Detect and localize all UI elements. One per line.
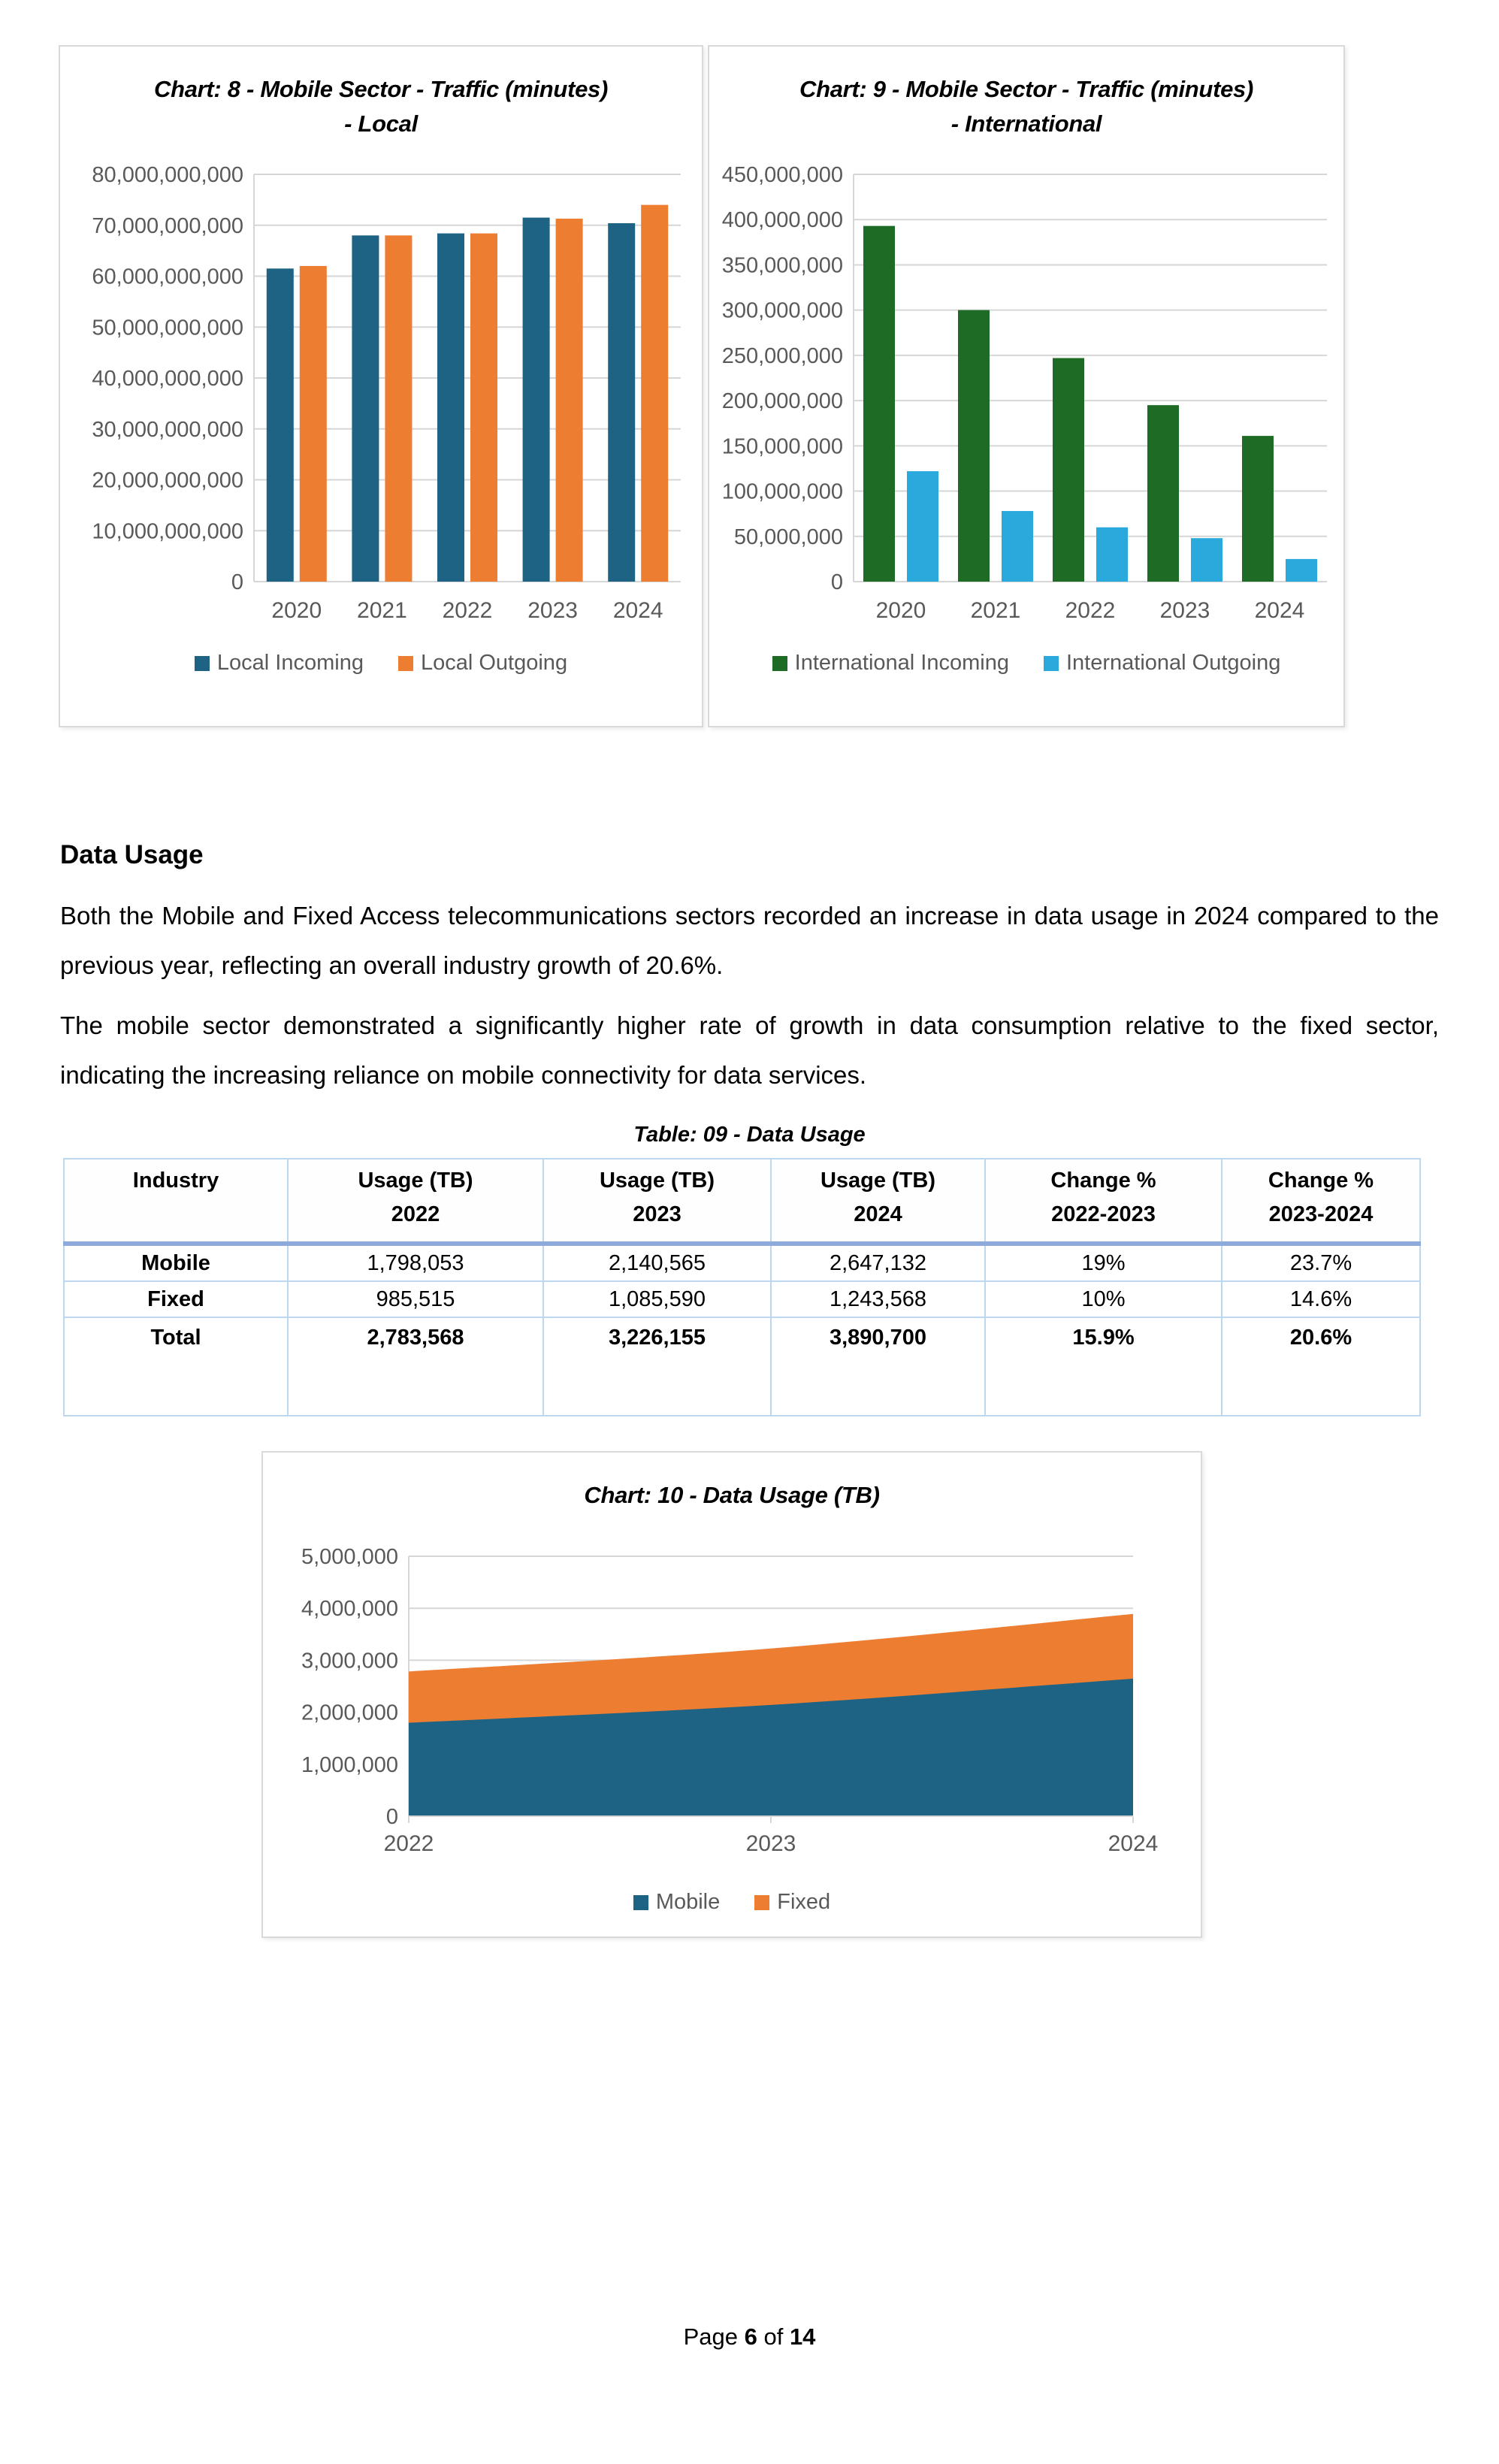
y-axis-label: 40,000,000,000 bbox=[92, 367, 243, 391]
footer-page-number: 6 bbox=[744, 2323, 757, 2350]
charts-row bbox=[59, 45, 1499, 727]
bar-international-incoming-2021 bbox=[958, 310, 990, 582]
bar-local-incoming-2022 bbox=[437, 234, 464, 582]
bar-international-outgoing-2021 bbox=[1002, 511, 1033, 582]
table-cell: 2,647,132 bbox=[771, 1244, 985, 1281]
column-header-line2: 2024 bbox=[854, 1202, 902, 1226]
table-cell: 1,243,568 bbox=[771, 1281, 985, 1317]
x-axis-label: 2021 bbox=[357, 598, 407, 623]
legend-item-local-outgoing bbox=[398, 651, 567, 676]
y-axis-label: 200,000,000 bbox=[721, 389, 843, 414]
chart-title bbox=[709, 72, 1343, 141]
column-header bbox=[64, 1159, 288, 1244]
section-heading: Data Usage bbox=[60, 840, 204, 869]
legend-label: Local Outgoing bbox=[420, 651, 568, 675]
table-cell: 985,515 bbox=[288, 1281, 543, 1317]
chart-title-line: - International bbox=[950, 110, 1102, 137]
bar-international-incoming-2022 bbox=[1053, 358, 1084, 582]
chart-title-line: - Local bbox=[344, 110, 418, 137]
legend-swatch-mobile bbox=[633, 1895, 648, 1910]
y-axis-label: 0 bbox=[385, 1805, 398, 1829]
x-axis-label: 2024 bbox=[612, 598, 663, 623]
y-axis-label: 1,000,000 bbox=[301, 1752, 398, 1777]
chart-9-panel bbox=[708, 45, 1345, 727]
bar-local-outgoing-2022 bbox=[470, 234, 497, 582]
column-header-line1: Usage (TB) bbox=[820, 1169, 936, 1193]
paragraph-1: Both the Mobile and Fixed Access telecommunications sectors recorded an increase in data usage in 2024 compared to the previous year, reflecting an overall industry growth of 20.6%. bbox=[60, 902, 1439, 979]
table-cell-industry: Total bbox=[64, 1317, 288, 1416]
footer-page-total: 14 bbox=[789, 2323, 816, 2350]
bars bbox=[267, 205, 668, 582]
legend-swatch-fixed bbox=[754, 1895, 769, 1910]
chart-title-line: Chart: 10 - Data Usage (TB) bbox=[584, 1482, 880, 1508]
bar-local-incoming-2020 bbox=[267, 268, 294, 582]
legend-item-international-incoming bbox=[772, 651, 1009, 676]
chart-10-panel bbox=[261, 1451, 1202, 1938]
bar-local-incoming-2021 bbox=[352, 235, 379, 582]
chart-legend bbox=[263, 1890, 1201, 1915]
legend-label: International Outgoing bbox=[1065, 651, 1281, 675]
table-cell: 23.7% bbox=[1222, 1244, 1420, 1281]
chart-8-panel bbox=[59, 45, 703, 727]
column-header bbox=[1222, 1159, 1420, 1244]
footer-text: of bbox=[757, 2323, 790, 2350]
footer-text: Page bbox=[683, 2323, 745, 2350]
area-chart-svg bbox=[264, 1525, 1199, 1879]
legend-label: International Incoming bbox=[794, 651, 1009, 675]
y-axis-label: 60,000,000,000 bbox=[92, 265, 243, 289]
bar-international-outgoing-2022 bbox=[1096, 528, 1128, 582]
bar-local-outgoing-2024 bbox=[641, 205, 668, 582]
column-header-line1: Usage (TB) bbox=[358, 1169, 473, 1193]
legend-label: Local Incoming bbox=[216, 651, 364, 675]
y-axis-label: 10,000,000,000 bbox=[92, 519, 243, 544]
column-header-line2: 2022-2023 bbox=[1051, 1202, 1156, 1226]
table-cell: 14.6% bbox=[1222, 1281, 1420, 1317]
table-cell: 19% bbox=[985, 1244, 1222, 1281]
x-axis-label: 2023 bbox=[745, 1831, 796, 1856]
column-header-line1: Change % bbox=[1050, 1169, 1156, 1193]
bar-chart-svg bbox=[60, 153, 702, 640]
column-header bbox=[543, 1159, 771, 1244]
legend-swatch-international-incoming bbox=[772, 656, 787, 671]
y-axis-label: 150,000,000 bbox=[721, 434, 843, 459]
bar-local-outgoing-2023 bbox=[556, 219, 583, 582]
legend-swatch-international-outgoing bbox=[1044, 656, 1059, 671]
y-axis-label: 0 bbox=[830, 570, 843, 594]
body-text bbox=[60, 891, 1439, 1100]
y-axis-label: 3,000,000 bbox=[301, 1649, 398, 1673]
legend-swatch-local-outgoing bbox=[398, 656, 413, 671]
legend-label: Mobile bbox=[655, 1890, 721, 1914]
y-axis-label: 100,000,000 bbox=[721, 479, 843, 504]
table-cell: 3,226,155 bbox=[543, 1317, 771, 1416]
bar-local-incoming-2024 bbox=[608, 223, 635, 582]
column-header bbox=[985, 1159, 1222, 1244]
y-axis-label: 70,000,000,000 bbox=[92, 213, 243, 238]
bar-international-outgoing-2024 bbox=[1286, 559, 1317, 582]
x-axis-label: 2022 bbox=[1065, 598, 1116, 623]
bar-international-incoming-2024 bbox=[1242, 436, 1274, 582]
y-axis-label: 80,000,000,000 bbox=[92, 163, 243, 187]
chart-legend bbox=[60, 651, 702, 676]
legend-label: Fixed bbox=[777, 1890, 831, 1914]
table-body bbox=[64, 1244, 1420, 1416]
y-axis-label: 50,000,000,000 bbox=[92, 316, 243, 340]
table-header bbox=[64, 1159, 1420, 1244]
bar-chart-svg bbox=[709, 153, 1343, 640]
table-cell-industry: Fixed bbox=[64, 1281, 288, 1317]
column-header bbox=[288, 1159, 543, 1244]
table-cell-industry: Mobile bbox=[64, 1244, 288, 1281]
x-axis-label: 2020 bbox=[271, 598, 322, 623]
y-axis-label: 400,000,000 bbox=[721, 208, 843, 233]
legend-item-fixed bbox=[754, 1890, 830, 1915]
table-row bbox=[64, 1317, 1420, 1416]
column-header-line2: 2022 bbox=[391, 1202, 440, 1226]
column-header-line1: Industry bbox=[132, 1169, 219, 1193]
table-cell: 1,085,590 bbox=[543, 1281, 771, 1317]
bar-international-outgoing-2020 bbox=[907, 471, 938, 582]
y-axis-label: 20,000,000,000 bbox=[92, 468, 243, 493]
bar-international-outgoing-2023 bbox=[1191, 538, 1222, 582]
y-axis-label: 350,000,000 bbox=[721, 253, 843, 278]
x-axis-label: 2024 bbox=[1108, 1831, 1159, 1856]
bars bbox=[863, 226, 1317, 582]
y-axis-label: 0 bbox=[231, 570, 243, 594]
bar-international-incoming-2023 bbox=[1147, 405, 1179, 582]
chart-title-line: Chart: 8 - Mobile Sector - Traffic (minutes) bbox=[153, 76, 608, 102]
column-header bbox=[771, 1159, 985, 1244]
table-cell: 10% bbox=[985, 1281, 1222, 1317]
data-usage-table bbox=[63, 1158, 1421, 1416]
x-axis-label: 2022 bbox=[442, 598, 493, 623]
table-cell: 20.6% bbox=[1222, 1317, 1420, 1416]
x-axis-label: 2023 bbox=[1159, 598, 1210, 623]
bar-international-incoming-2020 bbox=[863, 226, 895, 582]
table-cell: 1,798,053 bbox=[288, 1244, 543, 1281]
legend-item-mobile bbox=[633, 1890, 720, 1915]
bar-local-incoming-2023 bbox=[523, 218, 550, 582]
column-header-line2: 2023 bbox=[633, 1202, 682, 1226]
x-axis-label: 2024 bbox=[1254, 598, 1305, 623]
chart-title bbox=[263, 1478, 1201, 1513]
y-axis-label: 50,000,000 bbox=[733, 525, 843, 549]
y-axis-label: 300,000,000 bbox=[721, 298, 843, 323]
y-axis-label: 4,000,000 bbox=[301, 1597, 398, 1622]
table-cell: 15.9% bbox=[985, 1317, 1222, 1416]
legend-swatch-local-incoming bbox=[195, 656, 210, 671]
chart-title bbox=[60, 72, 702, 141]
y-axis-label: 30,000,000,000 bbox=[92, 417, 243, 442]
paragraph-2: The mobile sector demonstrated a significantly higher rate of growth in data consumption relative to the fixed sector, indicating the increasing reliance on mobile connectivity for data services. bbox=[60, 1011, 1439, 1089]
y-axis-label: 2,000,000 bbox=[301, 1701, 398, 1725]
table-cell: 3,890,700 bbox=[771, 1317, 985, 1416]
column-header-line2: 2023-2024 bbox=[1268, 1202, 1374, 1226]
x-axis-label: 2021 bbox=[970, 598, 1021, 623]
column-header-line1: Change % bbox=[1268, 1169, 1374, 1193]
legend-item-local-incoming bbox=[195, 651, 364, 676]
x-axis-label: 2023 bbox=[527, 598, 578, 623]
bar-local-outgoing-2020 bbox=[300, 266, 327, 582]
chart-title-line: Chart: 9 - Mobile Sector - Traffic (minutes) bbox=[799, 76, 1253, 102]
legend-item-international-outgoing bbox=[1044, 651, 1280, 676]
x-axis-label: 2020 bbox=[875, 598, 926, 623]
header-row bbox=[64, 1159, 1420, 1244]
table-row bbox=[64, 1281, 1420, 1317]
y-axis-label: 5,000,000 bbox=[301, 1545, 398, 1569]
table-cell: 2,783,568 bbox=[288, 1317, 543, 1416]
table-row bbox=[64, 1244, 1420, 1281]
y-axis-label: 250,000,000 bbox=[721, 343, 843, 368]
page-footer bbox=[0, 2323, 1499, 2351]
y-axis-label: 450,000,000 bbox=[721, 163, 843, 187]
column-header-line1: Usage (TB) bbox=[599, 1169, 715, 1193]
bar-local-outgoing-2021 bbox=[385, 235, 412, 582]
table-title: Table: 09 - Data Usage bbox=[633, 1123, 866, 1147]
chart-legend bbox=[709, 651, 1343, 676]
x-axis-label: 2022 bbox=[383, 1831, 434, 1856]
table-cell: 2,140,565 bbox=[543, 1244, 771, 1281]
